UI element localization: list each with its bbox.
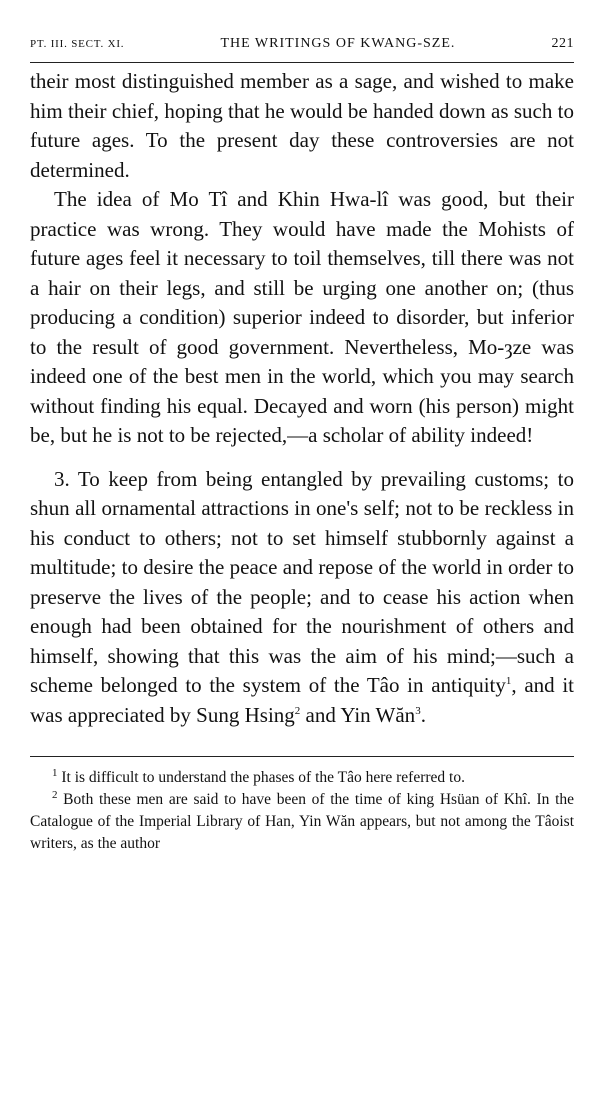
footnote-1 — [30, 767, 574, 789]
paragraph-section-3-text-b: , and it was appreciated by Sung Hsing — [30, 673, 574, 727]
running-head-part: PT. III. SECT. XI. — [30, 38, 125, 50]
paragraph-continuation: their most distinguished member as a sage, and wished to make him their chief, hoping that he would be handed down as such to future ages. To the present day these controversies are not determined. — [30, 69, 574, 182]
footnote-2-text: Both these men are said to have been of the time of king Hsüan of Khî. In the Catalogue of the Imperial Library of Han, Yin Wăn appears, but not among the Tâoist writers, as the author — [30, 791, 575, 852]
footnote-divider — [30, 756, 574, 757]
footnote-2 — [30, 789, 574, 855]
footnote-1-mark: 1 — [52, 766, 58, 779]
footnote-ref-3[interactable]: 3 — [415, 704, 421, 717]
paragraph-mo-ti: The idea of Mo Tî and Khin Hwa-lî was good, but their practice was wrong. They would have made the Mohists of future ages feel it necessary to toil themselves, till there was not a hair on their legs, and still be urging one another on; (thus producing a condition) superior indeed to disorder, but inferior to the result of good government. Nevertheless, Mo-ȝze was indeed one of the best men in the world, which you may search without finding his equal. Decayed and worn (his person) might be, but he is not to be rejected,—a scholar of ability indeed! — [30, 187, 574, 447]
paragraph-section-3-text: 3. To keep from being entangled by prevailing customs; to shun all ornamental attractions in one's self; not to be reckless in his conduct to others; not to set himself stubbornly against a multitude; to desire the peace and repose of the world in order to preserve the lives of the people; and to cease his action when enough had been obtained for the nourishment of others and himself, showing that this was the aim of his mind;—such a scheme belonged to the system of the Tâo in antiquity — [30, 466, 574, 697]
footnote-1-text: It is difficult to understand the phases of the Tâo here referred to. — [61, 769, 465, 786]
book-page — [30, 36, 574, 855]
paragraph-section-3-text-c: and Yin Wăn — [300, 702, 416, 727]
footnotes — [30, 767, 574, 855]
running-head-title: THE WRITINGS OF KWANG-SZE. — [220, 36, 456, 51]
paragraph-section-3 — [30, 465, 574, 731]
running-head — [30, 36, 574, 63]
body-text — [30, 67, 574, 730]
paragraph-section-3-end: . — [420, 702, 426, 727]
page-number: 221 — [551, 36, 574, 51]
footnote-ref-2[interactable]: 2 — [294, 704, 301, 717]
footnote-ref-1[interactable]: 1 — [505, 675, 512, 687]
footnote-2-mark: 2 — [52, 788, 58, 801]
